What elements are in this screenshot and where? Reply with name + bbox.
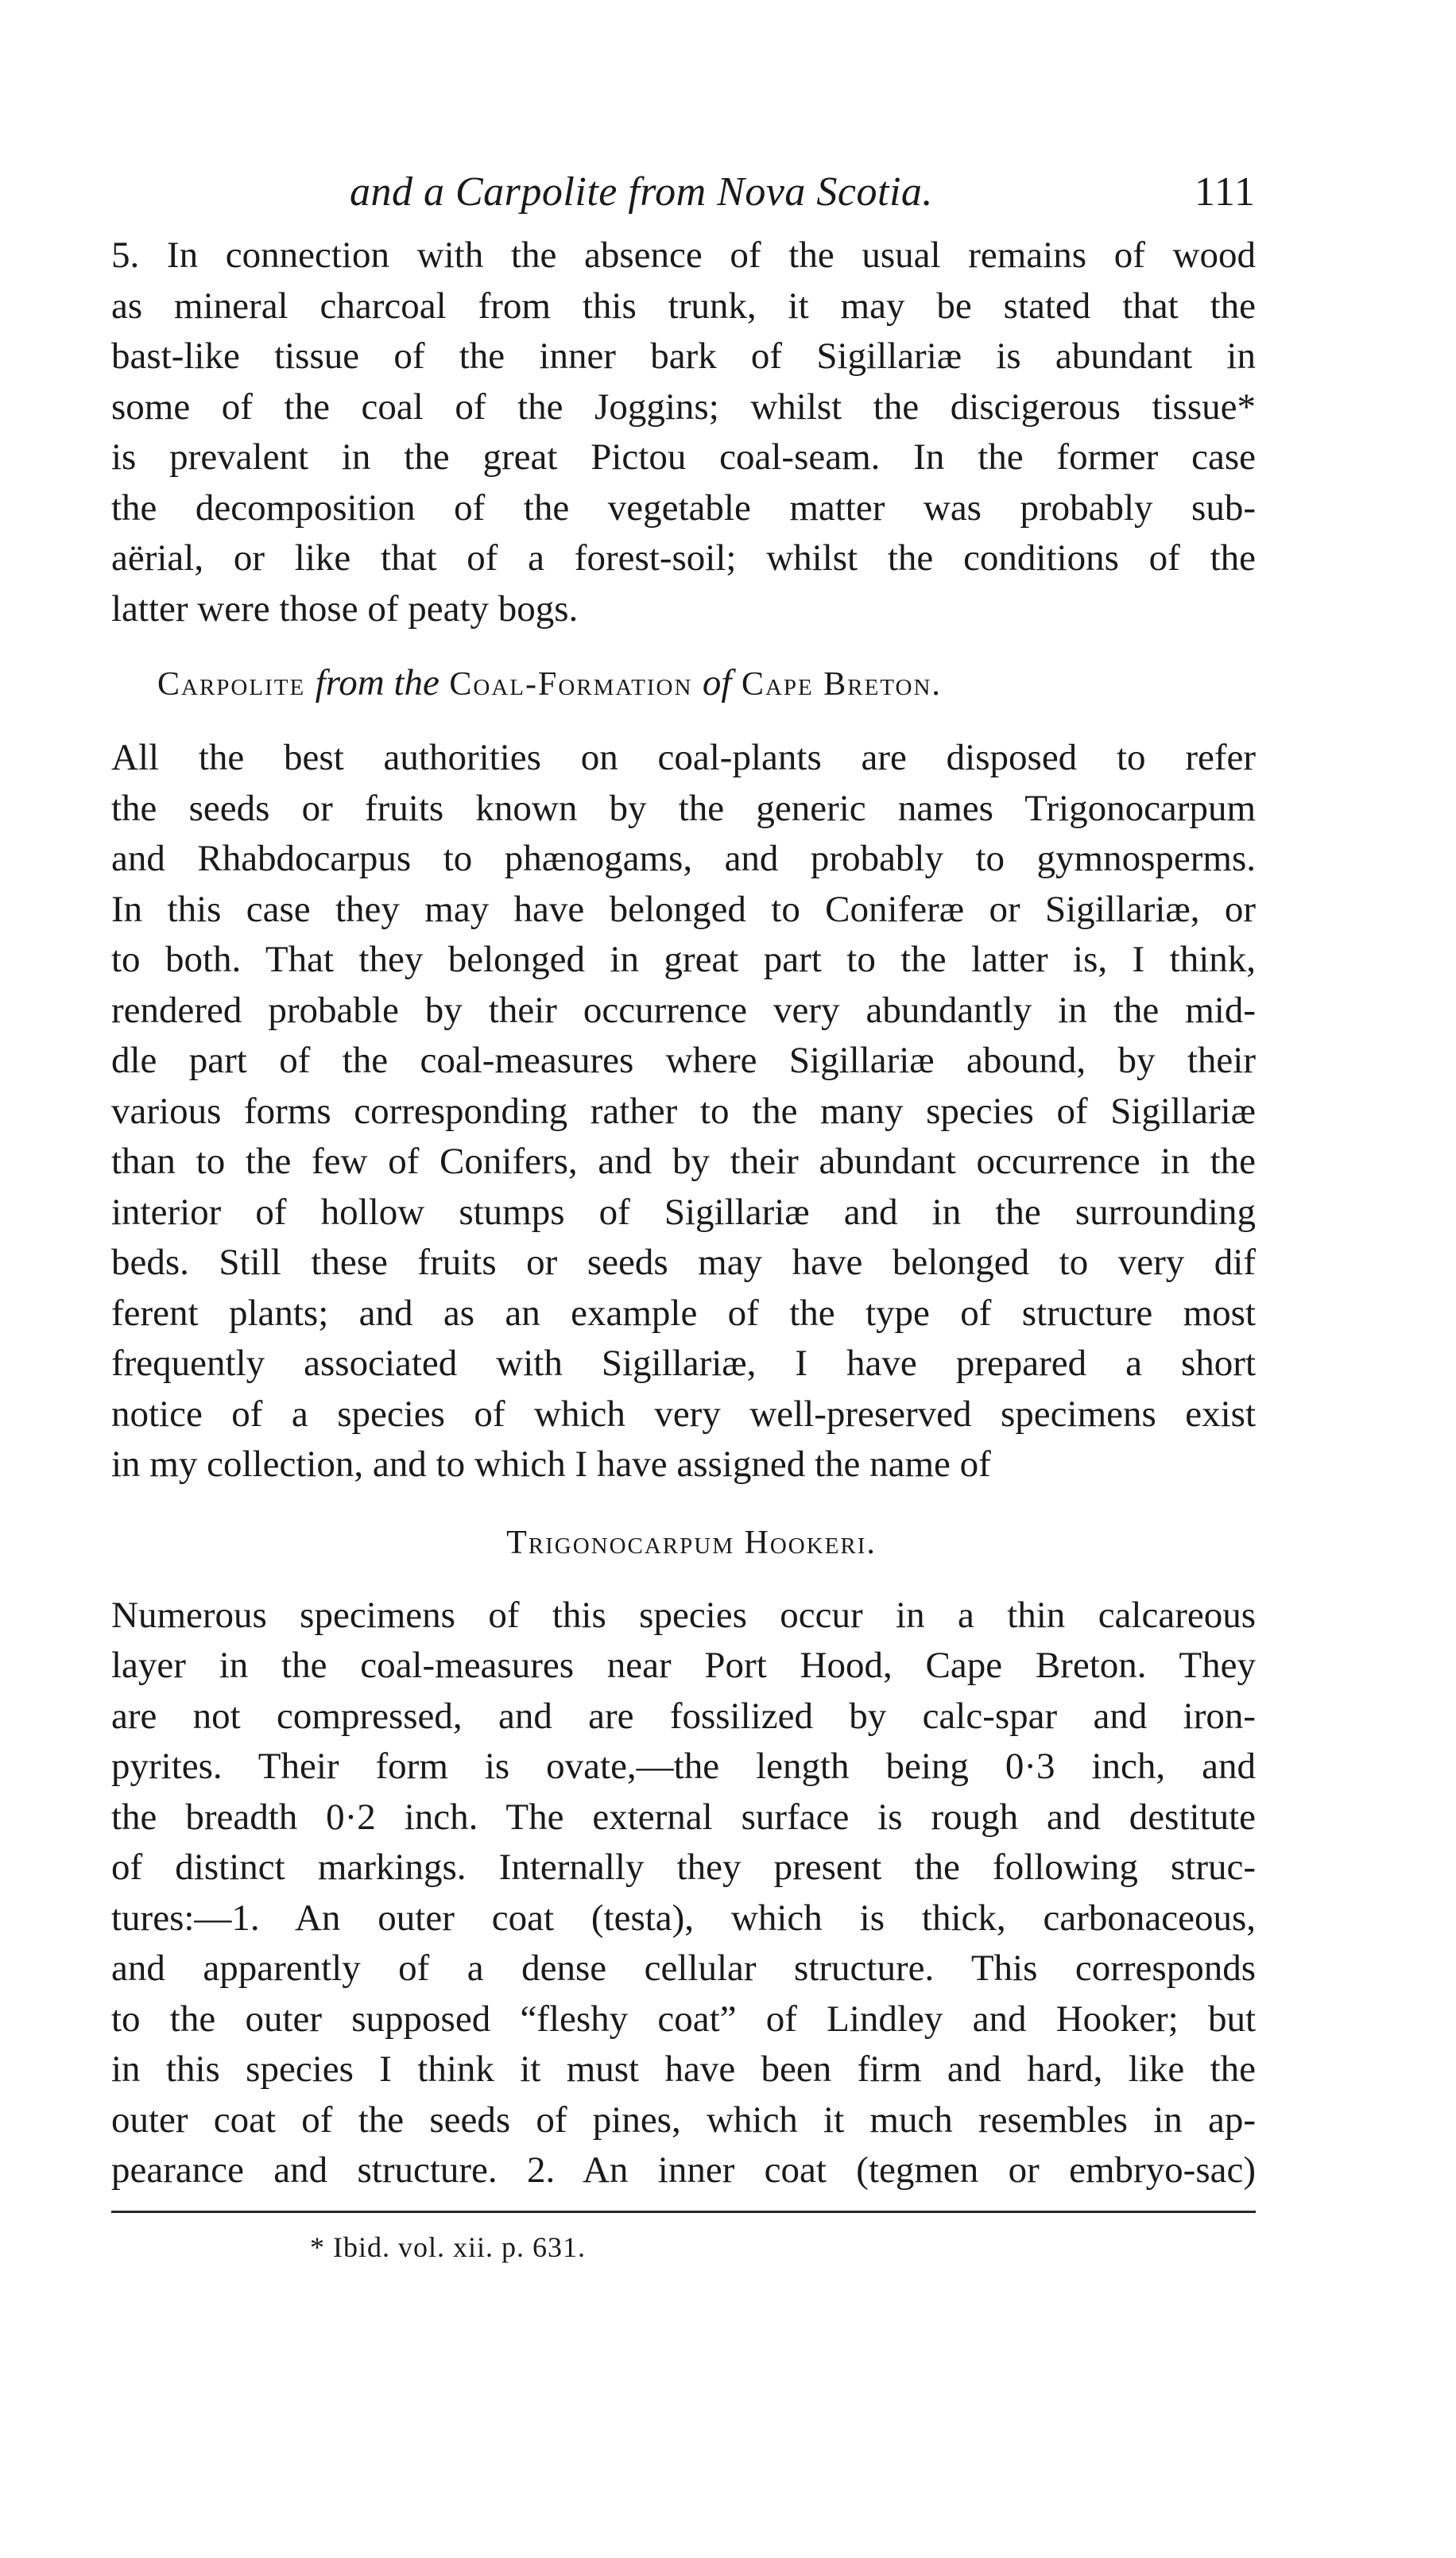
text-line: various forms corresponding rather to the many species of Sigillariæ	[111, 1090, 1256, 1132]
paragraph-hookeri	[111, 1591, 1256, 2196]
text-line: 5. In connection with the absence of the usual remains of wood	[111, 234, 1256, 276]
text-line: frequently associated with Sigillariæ, I have prepared a short	[111, 1343, 1256, 1384]
heading-part: of	[702, 662, 732, 703]
footnote-rule	[111, 2211, 1256, 2213]
text-line: are not compressed, and are fossilized by calc-spar and iron-	[111, 1695, 1256, 1737]
heading-part: Coal-Formation	[449, 666, 693, 703]
text-line: as mineral charcoal from this trunk, it may be stated that the	[111, 285, 1256, 327]
section-heading-carpolite	[111, 661, 1256, 704]
text-line: All the best authorities on coal-plants are disposed to refer	[111, 737, 1256, 778]
running-title: and a Carpolite from Nova Scotia.	[350, 169, 933, 215]
heading-part: from the	[315, 662, 440, 703]
paragraph-carpolite	[111, 733, 1256, 1490]
text-line: the decomposition of the vegetable matter was probably sub-	[111, 486, 1256, 529]
page-number: 111	[1194, 169, 1256, 215]
text-line: interior of hollow stumps of Sigillariæ and in the surrounding	[111, 1191, 1256, 1233]
text-line: tures:—1. An outer coat (testa), which is thick, carbonaceous,	[111, 1897, 1256, 1939]
text-line: pearance and structure. 2. An inner coat (tegmen or embryo-sac)	[111, 2149, 1256, 2191]
text-line: latter were those of peaty bogs.	[111, 587, 579, 630]
section-heading-hookeri: Trigonocarpum Hookeri.	[506, 1524, 877, 1561]
text-line: In this case they may have belonged to Coniferæ or Sigillariæ, or	[111, 888, 1256, 930]
text-line: bast-like tissue of the inner bark of Sigillariæ is abundant in	[111, 335, 1256, 377]
heading-part: Cape Breton.	[741, 666, 942, 703]
text-line: Numerous specimens of this species occur in a thin calcareous	[111, 1594, 1256, 1636]
text-line: beds. Still these fruits or seeds may have belonged to very dif	[111, 1242, 1256, 1283]
text-line: some of the coal of the Joggins; whilst the discigerous tissue*	[111, 386, 1256, 428]
text-line: outer coat of the seeds of pines, which it much resembles in ap-	[111, 2099, 1256, 2141]
text-line: aërial, or like that of a forest-soil; whilst the conditions of the	[111, 537, 1256, 579]
heading-part: Carpolite	[157, 666, 306, 703]
text-line: to both. That they belonged in great part to the latter is, I think,	[111, 939, 1256, 980]
text-line: and Rhabdocarpus to phænogams, and probably to gymnosperms.	[111, 838, 1256, 879]
text-line: the breadth 0·2 inch. The external surface is rough and destitute	[111, 1796, 1256, 1838]
text-line: is prevalent in the great Pictou coal-seam. In the former case	[111, 436, 1256, 478]
text-line: than to the few of Conifers, and by their abundant occurrence in the	[111, 1141, 1256, 1182]
text-line: the seeds or fruits known by the generic names Trigonocarpum	[111, 787, 1256, 829]
text-line: ferent plants; and as an example of the type of structure most	[111, 1292, 1256, 1334]
text-line: pyrites. Their form is ovate,—the length being 0·3 inch, and	[111, 1746, 1256, 1787]
text-line: to the outer supposed “fleshy coat” of Lindley and Hooker; but	[111, 1998, 1256, 2040]
text-line: notice of a species of which very well-preserved specimens exist	[111, 1393, 1256, 1435]
text-line: in my collection, and to which I have assigned the name of	[111, 1444, 991, 1485]
text-line: rendered probable by their occurrence very abundantly in the mid-	[111, 989, 1256, 1031]
text-line: of distinct markings. Internally they present the following struc-	[111, 1847, 1256, 1888]
text-line: dle part of the coal-measures where Sigillariæ abound, by their	[111, 1040, 1256, 1081]
text-line: layer in the coal-measures near Port Hood, Cape Breton. They	[111, 1645, 1256, 1686]
footnote: * Ibid. vol. xii. p. 631.	[310, 2230, 586, 2263]
text-line: and apparently of a dense cellular structure. This corresponds	[111, 1948, 1256, 1989]
page	[111, 159, 1256, 2264]
text-line: in this species I think it must have been firm and hard, like the	[111, 2048, 1256, 2090]
running-head	[111, 159, 1256, 231]
paragraph-5	[111, 231, 1256, 634]
